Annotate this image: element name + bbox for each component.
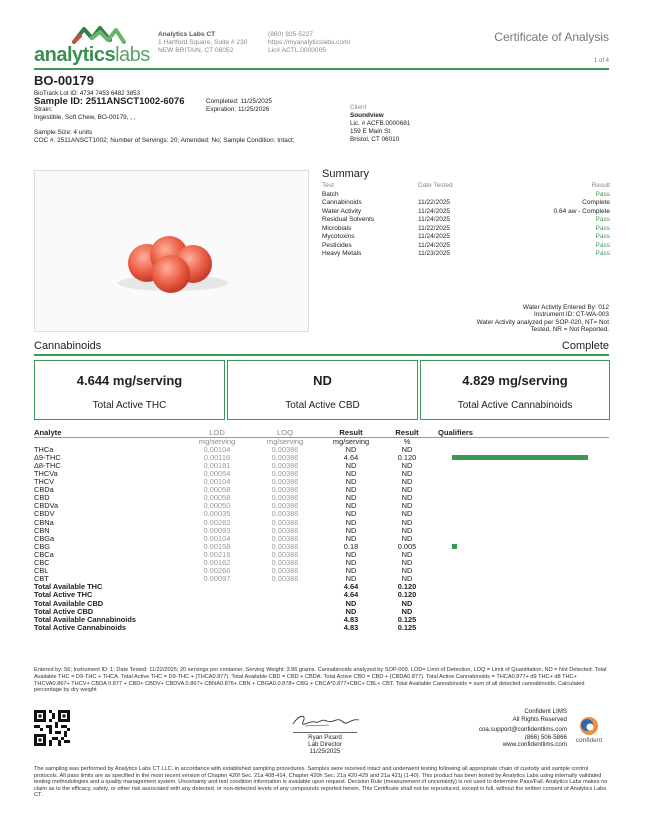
table-row [34,518,609,526]
cannabinoids-title: Cannabinoids [34,340,102,352]
summary-rows [322,191,610,259]
lims-rights: All Rights Reserved [512,715,567,723]
analyte-qualifier [432,551,609,559]
logo-wordmark [34,44,150,67]
total-result-mg: 4.83 [343,614,359,624]
wa-note-2: Instrument ID: CT-WA-003 [533,311,609,319]
analyte-name: CBGa [34,533,55,543]
table-row [34,527,609,535]
completed-date: Completed: 11/25/2025 [206,98,272,105]
client-address-2: Bristol, CT 06010 [350,136,400,143]
lab-phone: (860) 925-5227 [268,31,314,38]
analyte-result-pct: ND [401,574,413,584]
signer-title: Lab Director [308,741,342,748]
table-row [34,462,609,470]
analyte-lod: 0.00162 [203,558,231,568]
cannabinoids-status: Complete [561,340,609,352]
analyte-result-pct: ND [401,485,413,495]
total-name: Total Available THC [34,582,103,592]
analyte-result-mg: ND [345,574,357,584]
logo-text-light: labs [115,44,150,66]
analyte-result-pct: ND [401,509,413,519]
summary-row [322,199,610,208]
client-info [350,104,410,144]
client-address-1: 159 E Main St [350,128,391,135]
total-active-cbd-label: Total Active CBD [285,400,360,411]
analyte-name: CBT [34,574,49,584]
summary-row [322,225,610,234]
summary-test: Batch [322,190,339,198]
summary-date: 11/24/2025 [418,233,451,240]
table-row [34,551,609,559]
analyte-name: CBNa [34,517,54,527]
sample-id: Sample ID: 2511ANSCT1002-6076 [34,96,185,107]
header-analyte: Analyte [34,429,184,437]
analyte-lod: 0.00058 [203,485,231,495]
total-result-pct: ND [401,598,413,608]
analyte-qualifier [432,478,609,486]
analyte-qualifier [432,462,609,470]
table-row [34,486,609,494]
analyte-lod: 0.00097 [203,574,231,584]
total-row [34,583,609,591]
header-divider [34,68,609,70]
analyte-result-pct: ND [401,517,413,527]
wa-note-4: Tested, NR = Not Reported. [530,326,609,334]
analyte-lod: 0.00104 [203,444,231,454]
lab-info [158,31,247,56]
summary-result: Pass [595,216,610,223]
total-result-mg: 4.64 [343,582,359,592]
summary-date [418,191,538,200]
analyte-qualifier [432,510,609,518]
analyte-loq: 0.00386 [271,558,299,568]
total-name: Total Active THC [34,590,93,600]
analyte-lod: 0.00104 [203,533,231,543]
total-name: Total Active Cannabinoids [34,622,126,632]
signature-image [285,710,365,732]
total-result-pct: 0.125 [397,622,417,632]
summary-date: 11/22/2025 [418,224,451,232]
disclaimer: The sampling was performed by Analytics Labs CT LLC, in accordance with established sampling procedures. Samples were received intact and underwent testing following all appropriate chain of custody and sample control protocols. All pass limits are as specified in the most recent version of Chapter 420f Sec. 21a 408-414, Chapter 420h Sec. 21a 420-429 and 21a 421j (1-40). This product has been tested by Analytics Labs using internally validated testing methodologies and a quality management system. Uncertainty and test condition information is available upon request. Decision Rule (measurement of uncertainty) is not used to determine Pass/Fail. Analytics Labs makes no claim as to the efficacy, safety, or other risk associated with any detected, or non-detected levels of any compounds reported herein. This Certificate shall not be reproduced, except in full, without the written consent of Analytics Labs CT. [34,766,608,799]
analyte-loq: 0.00386 [271,533,299,543]
total-result-mg: ND [345,598,357,608]
analyte-result-mg: ND [345,525,357,535]
analyte-loq: 0.00386 [271,574,299,584]
analyte-result-pct: ND [401,477,413,487]
analyte-name: Δ9-THC [34,452,61,462]
analyte-lod: 0.00050 [203,501,231,511]
analyte-qualifier [432,527,609,535]
matrix: Ingestible, Soft Chew, BO-00179, , , [34,114,136,121]
total-active-cbd-box [227,360,418,420]
signature-block [270,710,380,755]
expiration-date: Expiration: 11/25/2026 [206,106,270,113]
unit-result-mg: mg/serving [332,436,370,446]
lab-website[interactable]: https://myanalyticslabs.com/ [268,39,351,47]
sample-size: Sample Size: 4 units [34,129,93,136]
table-row [34,446,609,454]
analyte-result-pct: ND [401,460,413,470]
total-lod [184,616,250,624]
analyte-loq: 0.00386 [271,509,299,519]
analyte-name: CBCa [34,549,54,559]
table-row [34,575,609,583]
analyte-result-pct: 0.120 [397,452,417,462]
summary-row [322,242,610,251]
summary-row [322,250,610,259]
total-qualifier [432,624,609,632]
analyte-lod: 0.00058 [203,493,231,503]
table-row [34,543,609,551]
summary-result: Complete [582,199,610,206]
analyte-result-pct: ND [401,558,413,568]
total-active-cannabinoids-box [420,360,610,420]
summary-result: 0.64 aw - Complete [553,207,610,215]
biotrack-lot: BioTrack Lot ID: 4734 7453 6482 3853 [34,90,141,97]
analyte-lod: 0.00158 [203,541,231,551]
summary-row [322,233,610,242]
total-qualifier [432,616,609,624]
analyte-result-pct: ND [401,444,413,454]
summary-title: Summary [322,168,370,180]
analyte-qualifier [432,575,609,583]
analyte-result-pct: ND [401,549,413,559]
table-row [34,470,609,478]
total-name: Total Active CBD [34,606,94,616]
analyte-lod: 0.00035 [203,509,231,519]
analyte-qualifier [432,567,609,575]
analyte-lod: 0.00054 [203,469,231,479]
total-active-thc-value: 4.644 mg/serving [76,373,183,388]
unit-qualifiers [432,437,609,445]
analyte-loq: 0.00386 [271,469,299,479]
header-result-pct: Result [382,429,432,437]
table-row [34,535,609,543]
lims-phone: (866) 506-5866 [524,733,567,741]
analyte-qualifier [432,486,609,494]
summary-date: 11/24/2025 [418,216,451,223]
analyte-lod: 0.00116 [203,452,231,462]
summary-test: Mycotoxins [322,233,355,240]
summary-test: Residual Solvents [322,216,375,223]
analyte-loq: 0.00386 [271,452,299,462]
total-loq [250,599,320,607]
summary-row [322,208,610,217]
analyte-name: CBDa [34,485,54,495]
analyte-header-row [34,429,609,437]
analyte-lod: 0.00216 [203,549,231,559]
summary-header-date: Date Tested [418,182,453,189]
analyte-loq: 0.00386 [271,493,299,503]
analyte-name: CBDVa [34,501,59,511]
table-row [34,567,609,575]
total-result-mg: ND [345,606,357,616]
total-loq [250,616,320,624]
lab-contact [268,31,350,56]
summary-test: Pesticides [322,241,352,249]
total-result-pct: 0.120 [397,590,417,600]
analyte-body [34,446,609,632]
total-lod [184,624,250,632]
batch-id: BO-00179 [34,73,94,88]
total-result-pct: 0.125 [397,614,417,624]
analyte-lod: 0.00266 [203,566,231,576]
total-active-thc-box [34,360,225,420]
analyte-lod: 0.00104 [203,477,231,487]
lab-license: Lic# ACTL.0000005 [268,47,326,55]
signature-date: 11/25/2025 [309,748,341,755]
analyte-qualifier [432,494,609,502]
total-lod [184,591,250,599]
summary-date: 11/23/2025 [418,250,451,257]
analyte-loq: 0.00386 [271,525,299,535]
method-footnote: Entered by: 56; Instrument ID: 1; Date Tested: 11/22/2025; 20 servings per container. Serving Weight: 3.86 grams. Cannabinoids analyzed by SOP-009. LOD= Limit of Detection, LOQ = Limit of Quantitation, ND = Not Detected. Total Available THC = D9-THC + THCA. Total Active THC = D9-THC + (THCA0.877). Total Available CBD = CBD + CBDA. Total Active CBD = CBD + (CBDA0.877). Total Active Cannabinoids = THCA0.877+ d9 THC+ d8 THC+ THCVA0.867+ THCV+ CBDA 0.877 + CBD+ CBDV+ CBDVA 0.867+ CBNA0.876+ CBN + CBGA0.0.878+ CBG + CBCA*0.877+CBC+ CBL+ CBT. Total Available Cannabinoids = sum of all detected cannabinoids. Calculated percentage by dry weight [34,667,607,694]
lims-info [479,708,567,749]
analyte-result-mg: ND [345,469,357,479]
analyte-result-mg: ND [345,549,357,559]
analyte-result-mg: 4.64 [343,452,359,462]
summary-row [322,191,610,200]
analyte-loq: 0.00386 [271,541,299,551]
page-number: 1 of 4 [593,58,609,64]
analyte-name: THCV [34,477,55,487]
total-name: Total Available Cannabinoids [34,614,136,624]
total-lod [184,599,250,607]
analyte-qualifier [432,454,609,462]
total-lod [184,583,250,591]
analyte-loq: 0.00386 [271,501,299,511]
summary-row [322,216,610,225]
client-license: Lic. # ACFB.0000681 [350,120,411,127]
analyte-result-mg: ND [345,493,357,503]
analyte-loq: 0.00386 [271,477,299,487]
client-label: Client [350,104,367,111]
analyte-name: CBDV [34,509,55,519]
analyte-loq: 0.00386 [271,444,299,454]
analyte-result-mg: ND [345,558,357,568]
product-photo [34,170,309,332]
lab-address-1: 1 Hartford Square, Suite # 230 [158,39,248,47]
analyte-name: THCVa [34,469,58,479]
summary-test: Water Activity [322,207,362,215]
analyte-table [34,429,609,632]
analyte-loq: 0.00386 [271,566,299,576]
lab-name: Analytics Labs CT [158,31,216,38]
total-row [34,599,609,607]
analyte-result-pct: ND [401,469,413,479]
analyte-loq: 0.00386 [271,517,299,527]
analyte-result-pct: ND [401,566,413,576]
analyte-result-pct: ND [401,501,413,511]
total-name: Total Available CBD [34,598,104,608]
analyte-units-row [34,437,609,445]
coc-line: COC #: 2511ANSCT1002; Number of Servings: 20; Amended: No; Sample Condition: Intact; [34,137,295,144]
analyte-result-pct: ND [401,493,413,503]
total-active-cannabinoids-value: 4.829 mg/serving [462,373,568,388]
confident-logo-icon [579,716,599,736]
table-row [34,478,609,486]
total-result-mg: 4.64 [343,590,359,600]
total-loq [250,583,320,591]
total-result-pct: 0.120 [397,582,417,592]
lims-email[interactable]: coa.support@confidentlims.com [478,726,567,734]
summary-section [322,168,610,259]
table-row [34,559,609,567]
total-qualifier [432,599,609,607]
analyte-result-mg: ND [345,509,357,519]
summary-test: Heavy Metals [322,250,362,257]
client-name: Soundview [350,112,384,119]
analyte-lod: 0.00093 [203,525,231,535]
qualifier-bar [452,455,588,460]
total-active-cbd-value: ND [313,373,332,388]
analyte-qualifier [432,559,609,567]
summary-test: Microbials [322,224,352,232]
logo-text-bold: analytics [34,44,116,66]
unit-loq: mg/serving [266,436,304,446]
confident-logo-text: confident [575,737,603,744]
document-title: Certificate of Analysis [494,30,609,44]
summary-header-result: Result [591,182,610,189]
total-active-thc-label: Total Active THC [92,400,167,411]
analyte-result-mg: ND [345,460,357,470]
analyte-result-mg: 0.18 [343,541,359,551]
analyte-result-mg: ND [345,566,357,576]
summary-result: Pass [595,190,610,198]
total-row [34,624,609,632]
analyte-qualifier [432,470,609,478]
table-row [34,454,609,462]
analyte-qualifier [432,543,609,551]
analyte-name: Δ8-THC [34,460,61,470]
table-row [34,494,609,502]
analyte-result-pct: 0.005 [397,541,417,551]
header-loq: LOQ [250,429,320,437]
table-row [34,502,609,510]
lims-web[interactable]: www.confidentlims.com [502,741,567,749]
analyte-result-mg: ND [345,533,357,543]
summary-test: Cannabinoids [322,199,362,206]
summary-date: 11/24/2025 [418,241,451,249]
analyte-qualifier [432,446,609,454]
summary-result: Pass [595,250,610,257]
header-result-mg: Result [320,429,382,437]
total-result-pct: ND [401,606,413,616]
wa-note-1: Water Activity Entered By: 012 [522,304,609,311]
total-qualifier [432,607,609,615]
total-active-cannabinoids-label: Total Active Cannabinoids [457,400,573,411]
analyte-name: THCa [34,444,54,454]
summary-result: Pass [595,224,610,232]
summary-header-test: Test [322,182,334,189]
analyte-result-pct: ND [401,533,413,543]
header-qualifiers: Qualifiers [432,429,609,437]
summary-result: Pass [595,233,610,240]
lims-name: Confident LIMS [524,708,567,715]
lab-logo-icon [70,24,130,46]
total-lod [184,607,250,615]
table-row [34,510,609,518]
sample-info [34,90,334,145]
unit-result-pct: % [403,436,411,446]
header-lod: LOD [184,429,250,437]
analyte-loq: 0.00386 [271,460,299,470]
analyte-qualifier [432,535,609,543]
analyte-result-pct: ND [401,525,413,535]
qualifier-bar [452,544,457,549]
analyte-qualifier [432,502,609,510]
analyte-result-mg: ND [345,501,357,511]
analyte-name: CBL [34,566,49,576]
lims-logo [569,716,609,744]
total-loq [250,624,320,632]
qr-code-icon [34,710,70,746]
analyte-name: CBN [34,525,50,535]
total-qualifier [432,583,609,591]
qr-code[interactable] [34,710,70,746]
total-result-mg: 4.83 [343,622,359,632]
analyte-loq: 0.00386 [271,485,299,495]
analyte-lod: 0.00282 [203,517,231,527]
total-row [34,591,609,599]
total-loq [250,591,320,599]
analyte-result-mg: ND [345,517,357,527]
total-loq [250,607,320,615]
signer-name: Ryan Picard [308,734,342,741]
unit-lod: mg/serving [198,436,236,446]
unit-analyte [34,437,184,445]
summary-result: Pass [595,241,610,249]
analyte-result-mg: ND [345,444,357,454]
strain: Strain: [34,106,53,113]
analyte-result-mg: ND [345,485,357,495]
summary-date: 11/24/2025 [418,207,451,215]
analyte-name: CBD [34,493,50,503]
wa-note-3: Water Activity analyzed per SOP-020, NT= Not [476,318,609,326]
lab-logo [34,24,154,66]
analyte-lod: 0.00181 [203,460,231,470]
cannabinoids-divider [34,354,609,356]
analyte-loq: 0.00386 [271,549,299,559]
water-activity-notes [477,304,609,334]
signature-line [293,732,357,733]
analyte-qualifier [432,518,609,526]
analyte-name: CBG [34,541,51,551]
summary-date: 11/22/2025 [418,199,451,206]
summary-header [322,182,610,191]
gummy-image [35,171,310,333]
lab-address-2: NEW BRITAIN, CT 06052 [158,47,234,55]
total-qualifier [432,591,609,599]
analyte-name: CBC [34,558,50,568]
analyte-result-mg: ND [345,477,357,487]
